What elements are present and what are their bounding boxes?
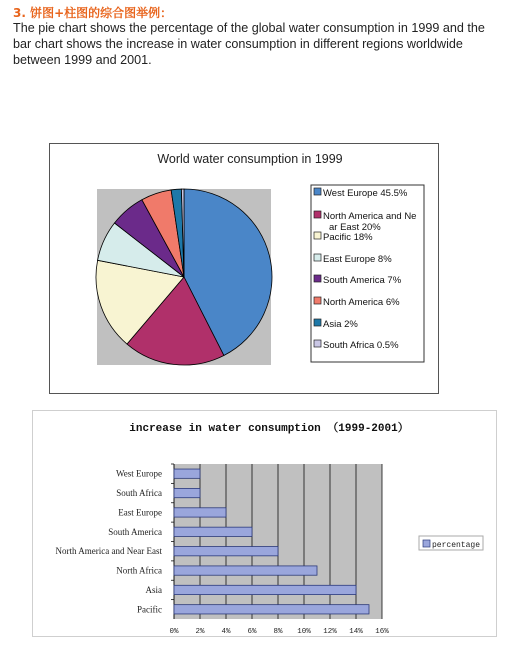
bar-south-america — [174, 527, 252, 536]
pie-legend-swatch-south-africa-0-5 — [314, 340, 321, 347]
pie-legend-label-north-america-6: North America 6% — [323, 297, 400, 308]
bar-asia — [174, 585, 356, 594]
intro-paragraph: The pie chart shows the percentage of the global water consumption in 1999 and the bar chart shows the increase in water consumption in different regions worldwide between 1999 and 2001. — [13, 21, 485, 67]
pie-legend-swatch-east-europe-8 — [314, 254, 321, 261]
bar-tick-labels — [169, 628, 389, 636]
pie-chart-title: World water consumption in 1999 — [157, 152, 343, 166]
bar-tick-label-14-7: 14% — [349, 628, 363, 636]
pie-legend-swatch-north-america-6 — [314, 297, 321, 304]
bar-tick-label-10-5: 10% — [297, 628, 311, 636]
bar-legend-swatch — [423, 540, 430, 547]
pie-chart-frame — [49, 143, 439, 394]
bar-tick-label-0-0: 0% — [169, 628, 179, 636]
bar-tick-label-12-6: 12% — [323, 628, 337, 636]
bar-category-label-north-africa: North Africa — [116, 565, 162, 576]
bar-legend — [423, 540, 480, 550]
pie-legend-swatch-pacific-18 — [314, 232, 321, 239]
pie-legend-swatch-asia-2 — [314, 319, 321, 326]
bar-chart-frame — [32, 410, 497, 637]
pie-legend-swatch-south-america-7 — [314, 275, 321, 282]
pie-legend-swatch-north-america-and-near-east-20 — [314, 211, 321, 218]
bar-south-africa — [174, 488, 200, 497]
bar-tick-label-2-1: 2% — [195, 628, 205, 636]
bar-category-label-asia: Asia — [145, 584, 162, 595]
bar-category-label-south-africa: South Africa — [116, 488, 162, 499]
bar-category-label-south-america: South America — [108, 526, 162, 537]
bar-chart-title: increase in water consumption （1999-2001） — [129, 423, 409, 435]
bar-category-label-north-america-and-near-east: North America and Near East — [55, 546, 162, 557]
bar-tick-label-8-4: 8% — [273, 628, 283, 636]
bar-north-africa — [174, 566, 317, 575]
bar-category-label-east-europe: East Europe — [118, 507, 162, 518]
pie-legend-label-south-africa-0-5: South Africa 0.5% — [323, 340, 399, 351]
pie-legend-swatch-west-europe-45-5 — [314, 188, 321, 195]
bar-category-labels — [56, 469, 163, 615]
pie-legend-label-south-america-7: South America 7% — [323, 275, 402, 286]
pie-chart — [50, 144, 438, 393]
pie-legend-label-east-europe-8: East Europe 8% — [323, 254, 392, 265]
bar-legend-label: percentage — [432, 541, 481, 550]
bar-west-europe — [174, 469, 200, 478]
pie-legend-label-asia-2: Asia 2% — [323, 319, 358, 330]
bar-chart — [33, 411, 496, 636]
bar-tick-label-4-2: 4% — [221, 628, 231, 636]
pie-legend-label-west-europe-45-5: West Europe 45.5% — [323, 188, 408, 199]
bar-tick-label-6-3: 6% — [247, 628, 257, 636]
pie-legend-label-pacific-18: Pacific 18% — [323, 232, 373, 243]
bar-north-america-and-near-east — [174, 547, 278, 556]
bar-category-label-west-europe: West Europe — [115, 468, 162, 479]
section-heading: 3. 饼图+柱图的综合图举例： — [13, 6, 173, 20]
bar-pacific — [174, 605, 369, 614]
pie-slices — [96, 189, 272, 365]
bar-category-label-pacific: Pacific — [137, 604, 162, 615]
bar-tick-label-16-8: 16% — [375, 628, 389, 636]
pie-legend-label-north-america-and-near-east-20: North America and Ne ar East 20% — [323, 211, 417, 233]
bar-east-europe — [174, 508, 226, 517]
